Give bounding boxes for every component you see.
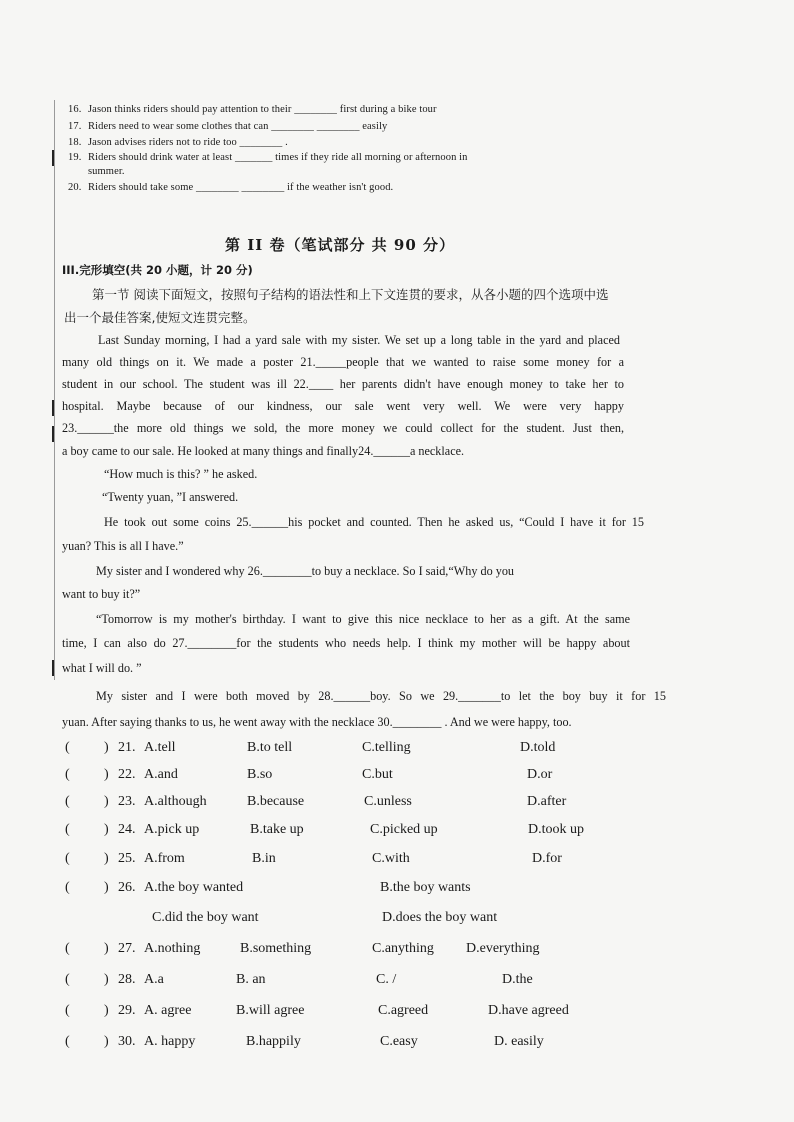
passage-line: want to buy it?” xyxy=(62,587,141,601)
question-number: 22. xyxy=(118,767,136,782)
answer-bracket-open: ( xyxy=(65,794,70,809)
listening-question-20: 20. Riders should take some ________ ________ if the weather isn't good. xyxy=(68,182,394,193)
question-number: 29. xyxy=(118,1003,136,1018)
passage-line: student in our school. The student was ill 22.____ her parents didn't have enough money to take her to xyxy=(62,377,624,391)
option-a: A. agree xyxy=(144,1003,192,1018)
option-d: D.everything xyxy=(466,941,540,956)
option-a: A.although xyxy=(144,794,207,809)
option-b: B.the boy wants xyxy=(380,880,471,895)
answer-bracket-open: ( xyxy=(65,1034,70,1049)
listening-question-19-continued: summer. xyxy=(88,166,125,177)
option-c: C.easy xyxy=(380,1034,418,1049)
option-c: C.unless xyxy=(364,794,412,809)
option-b: B.will agree xyxy=(236,1003,305,1018)
instruction-line-1: 第一节 阅读下面短文，按照句子结构的语法性和上下文连贯的要求，从各小题的四个选项中选 xyxy=(92,287,609,302)
passage-line: My sister and I were both moved by 28.______boy. So we 29._______to let the boy buy it for 15 xyxy=(96,689,666,703)
passage-line: “Tomorrow is my mother's birthday. I want to give this nice necklace to her as a gift. At the same xyxy=(96,612,630,626)
option-b: B. an xyxy=(236,972,266,987)
question-number: 25. xyxy=(118,851,136,866)
option-a: A.a xyxy=(144,972,164,987)
answer-bracket-open: ( xyxy=(65,972,70,987)
option-b: B.in xyxy=(252,851,276,866)
question-number: 28. xyxy=(118,972,136,987)
answer-bracket-open: ( xyxy=(65,880,70,895)
passage-line: My sister and I wondered why 26.________to buy a necklace. So I said,“Why do you xyxy=(96,564,515,578)
option-a: A.the boy wanted xyxy=(144,880,244,895)
answer-bracket-close: ) xyxy=(104,740,109,755)
answer-bracket-close: ) xyxy=(104,767,109,782)
option-a: A.tell xyxy=(144,740,176,755)
passage-line: He took out some coins 25.______his pocket and counted. Then he asked us, “Could I have it for 15 xyxy=(104,515,644,529)
option-b: B.to tell xyxy=(247,740,293,755)
section-title: III.完形填空(共 20 小题，计 20 分) xyxy=(62,263,253,277)
listening-question-16: 16. Jason thinks riders should pay attention to their ________ first during a bike tour xyxy=(68,104,437,115)
binding-mark xyxy=(52,660,54,676)
answer-bracket-close: ) xyxy=(104,822,109,837)
answer-bracket-open: ( xyxy=(65,941,70,956)
passage-line: many old things on it. We made a poster 21._____people that we wanted to raise some money for a xyxy=(62,355,624,369)
option-b: B.because xyxy=(247,794,305,809)
passage-line: yuan. After saying thanks to us, he went away with the necklace 30.________ . And we were happy, too. xyxy=(62,715,572,729)
answer-bracket-close: ) xyxy=(104,851,109,866)
answer-bracket-open: ( xyxy=(65,851,70,866)
option-c: C.did the boy want xyxy=(152,910,259,925)
binding-margin-line xyxy=(54,100,55,680)
question-number: 26. xyxy=(118,880,136,895)
option-a: A.nothing xyxy=(144,941,201,956)
answer-bracket-close: ) xyxy=(104,880,109,895)
option-a: A. happy xyxy=(144,1034,196,1049)
option-d: D.took up xyxy=(528,822,584,837)
answer-bracket-close: ) xyxy=(104,1034,109,1049)
option-b: B.happily xyxy=(246,1034,301,1049)
passage-line: time, I can also do 27.________for the students who needs help. I think my mother will be happy about xyxy=(62,636,630,650)
option-b: B.something xyxy=(240,941,312,956)
option-c: C.picked up xyxy=(370,822,438,837)
passage-line: 23.______the more old things we sold, the more money we could collect for the student. Just then, xyxy=(62,421,624,435)
listening-question-19: 19. Riders should drink water at least _______ times if they ride all morning or afternoon in xyxy=(68,152,468,163)
option-b: B.so xyxy=(247,767,273,782)
question-number: 21. xyxy=(118,740,136,755)
passage-line: Last Sunday morning, I had a yard sale with my sister. We set up a long table in the yard and placed xyxy=(98,333,620,347)
answer-bracket-close: ) xyxy=(104,794,109,809)
part-title: 第 II 卷（笔试部分 共 90 分） xyxy=(224,236,456,254)
answer-bracket-close: ) xyxy=(104,972,109,987)
option-d: D.have agreed xyxy=(488,1003,569,1018)
answer-bracket-close: ) xyxy=(104,1003,109,1018)
answer-bracket-close: ) xyxy=(104,941,109,956)
binding-mark xyxy=(52,150,54,166)
option-d: D.does the boy want xyxy=(382,910,498,925)
passage-line: “How much is this? ” he asked. xyxy=(104,467,258,481)
instruction-line-2: 出一个最佳答案,使短文连贯完整。 xyxy=(64,310,256,325)
option-d: D.after xyxy=(527,794,567,809)
passage-line: what I will do. ” xyxy=(62,661,142,675)
option-c: C.with xyxy=(372,851,410,866)
option-c: C. / xyxy=(376,972,397,987)
option-d: D.told xyxy=(520,740,556,755)
option-a: A.pick up xyxy=(144,822,200,837)
question-number: 24. xyxy=(118,822,136,837)
option-a: A.and xyxy=(144,767,178,782)
answer-bracket-open: ( xyxy=(65,1003,70,1018)
option-c: C.anything xyxy=(372,941,434,956)
question-number: 27. xyxy=(118,941,136,956)
binding-mark xyxy=(52,400,54,416)
option-d: D.the xyxy=(502,972,533,987)
listening-question-18: 18. Jason advises riders not to ride too ________ . xyxy=(68,137,288,148)
option-c: C.but xyxy=(362,767,393,782)
option-d: D.for xyxy=(532,851,562,866)
answer-bracket-open: ( xyxy=(65,740,70,755)
option-a: A.from xyxy=(144,851,185,866)
binding-mark xyxy=(52,426,54,442)
listening-question-17: 17. Riders need to wear some clothes that can ________ ________ easily xyxy=(68,121,388,132)
option-c: C.agreed xyxy=(378,1003,429,1018)
answer-bracket-open: ( xyxy=(65,822,70,837)
question-number: 23. xyxy=(118,794,136,809)
passage-line: a boy came to our sale. He looked at many things and finally24.______a necklace. xyxy=(62,444,465,458)
option-d: D. easily xyxy=(494,1034,544,1049)
option-d: D.or xyxy=(527,767,553,782)
question-number: 30. xyxy=(118,1034,136,1049)
passage-line: “Twenty yuan, ”I answered. xyxy=(102,490,239,504)
passage-line: yuan? This is all I have.” xyxy=(62,539,184,553)
option-b: B.take up xyxy=(250,822,304,837)
passage-line: hospital. Maybe because of our kindness, our sale went very well. We were very happy xyxy=(62,399,624,413)
option-c: C.telling xyxy=(362,740,411,755)
answer-bracket-open: ( xyxy=(65,767,70,782)
